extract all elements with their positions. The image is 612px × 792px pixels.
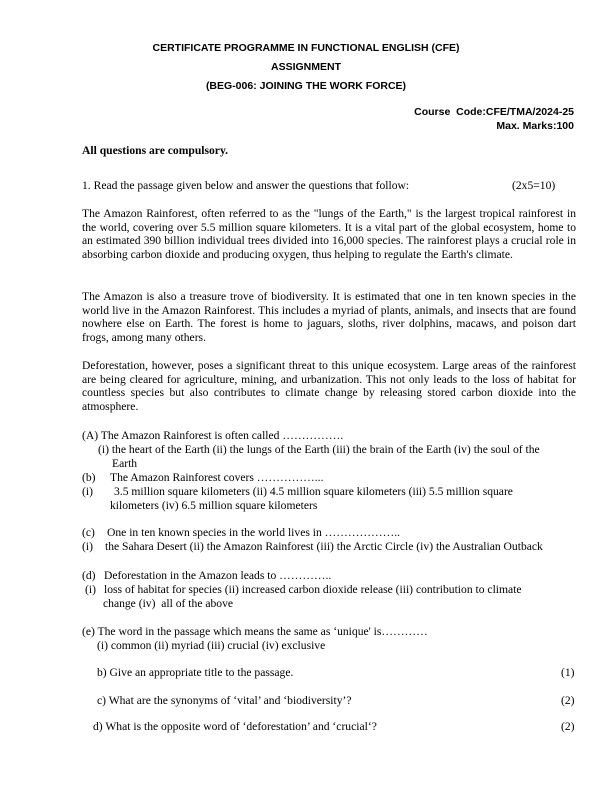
short-question-d-marks: (2) bbox=[561, 720, 575, 733]
mcq-c-option-label: (i) bbox=[82, 540, 93, 553]
mcq-c-label: (c) bbox=[82, 526, 95, 539]
mcq-e-options: (i) common (ii) myriad (iii) crucial (iv) exclusive bbox=[97, 639, 326, 652]
mcq-a-options-cont: Earth bbox=[112, 457, 138, 470]
mcq-e-question: (e) The word in the passage which means the same as ‘unique' is………… bbox=[82, 625, 428, 638]
short-question-c: c) What are the synonyms of ‘vital’ and ‘biodiversity’? bbox=[97, 694, 352, 707]
mcq-b-question: The Amazon Rainforest covers ……………... bbox=[110, 471, 324, 484]
mcq-c-options: the Sahara Desert (ii) the Amazon Rainforest (iii) the Arctic Circle (iv) the Australian Outback bbox=[105, 540, 543, 553]
mcq-a-question: (A) The Amazon Rainforest is often called ……………. bbox=[82, 429, 344, 442]
mcq-b-options: 3.5 million square kilometers (ii) 4.5 million square kilometers (iii) 5.5 million square bbox=[114, 485, 513, 498]
mcq-b-option-label: (i) bbox=[82, 485, 93, 498]
mcq-c-question: One in ten known species in the world lives in ……………….. bbox=[107, 526, 401, 539]
mcq-d-question: Deforestation in the Amazon leads to ………….. bbox=[104, 569, 332, 582]
passage-paragraph-2: The Amazon is also a treasure trove of biodiversity. It is estimated that one in ten known species in the world live in the Amazon Rainforest. This includes a myriad of plants, animals, and insects that are found nowhere else on Earth. The forest is home to jaguars, sloths, river dolphins, macaws, and poison dart frogs, among many others. bbox=[82, 290, 576, 344]
mcq-b-options-cont: kilometers (iv) 6.5 million square kilometers bbox=[110, 499, 318, 512]
short-question-b: b) Give an appropriate title to the passage. bbox=[97, 666, 294, 679]
document-subtitle: ASSIGNMENT bbox=[270, 61, 341, 73]
document-title: CERTIFICATE PROGRAMME IN FUNCTIONAL ENGLISH (CFE) bbox=[152, 42, 460, 54]
mcq-d-option-label: (i) bbox=[85, 583, 96, 596]
max-marks: Max. Marks:100 bbox=[496, 120, 574, 132]
short-question-c-marks: (2) bbox=[561, 694, 575, 707]
short-question-d: d) What is the opposite word of ‘deforestation’ and ‘crucial‘? bbox=[93, 720, 377, 733]
mcq-d-options: loss of habitat for species (ii) increased carbon dioxide release (iii) contribution to climate bbox=[104, 583, 522, 596]
instruction: All questions are compulsory. bbox=[82, 144, 229, 157]
question-1: 1. Read the passage given below and answer the questions that follow: bbox=[82, 179, 410, 192]
passage-paragraph-1: The Amazon Rainforest, often referred to as the "lungs of the Earth," is the largest tropical rainforest in the world, covering over 5.5 million square kilometers. It is a vital part of the global ecosystem, home to an estimated 390 billion individual trees divided into 16,000 species. The rainforest plays a crucial role in absorbing carbon dioxide and producing oxygen, thus helping to regulate the Earth's climate. bbox=[82, 207, 576, 261]
mcq-b-label: (b) bbox=[82, 471, 96, 484]
passage-paragraph-3: Deforestation, however, poses a significant threat to this unique ecosystem. Large areas of the rainforest are being cleared for agriculture, mining, and urbanization. This not only leads to the loss of habitat for countless species but also contributes to climate change by releasing stored carbon dioxide into the atmosphere. bbox=[82, 359, 576, 413]
mcq-d-label: (d) bbox=[82, 569, 96, 582]
course-name: (BEG-006: JOINING THE WORK FORCE) bbox=[205, 80, 407, 92]
course-code: Course Code:CFE/TMA/2024-25 bbox=[414, 106, 574, 118]
question-1-marks: (2x5=10) bbox=[512, 179, 556, 192]
mcq-a-options: (i) the heart of the Earth (ii) the lungs of the Earth (iii) the brain of the Earth (iv) the soul of the bbox=[98, 443, 540, 456]
short-question-b-marks: (1) bbox=[561, 666, 575, 679]
mcq-d-options-cont: change (iv) all of the above bbox=[103, 597, 234, 610]
